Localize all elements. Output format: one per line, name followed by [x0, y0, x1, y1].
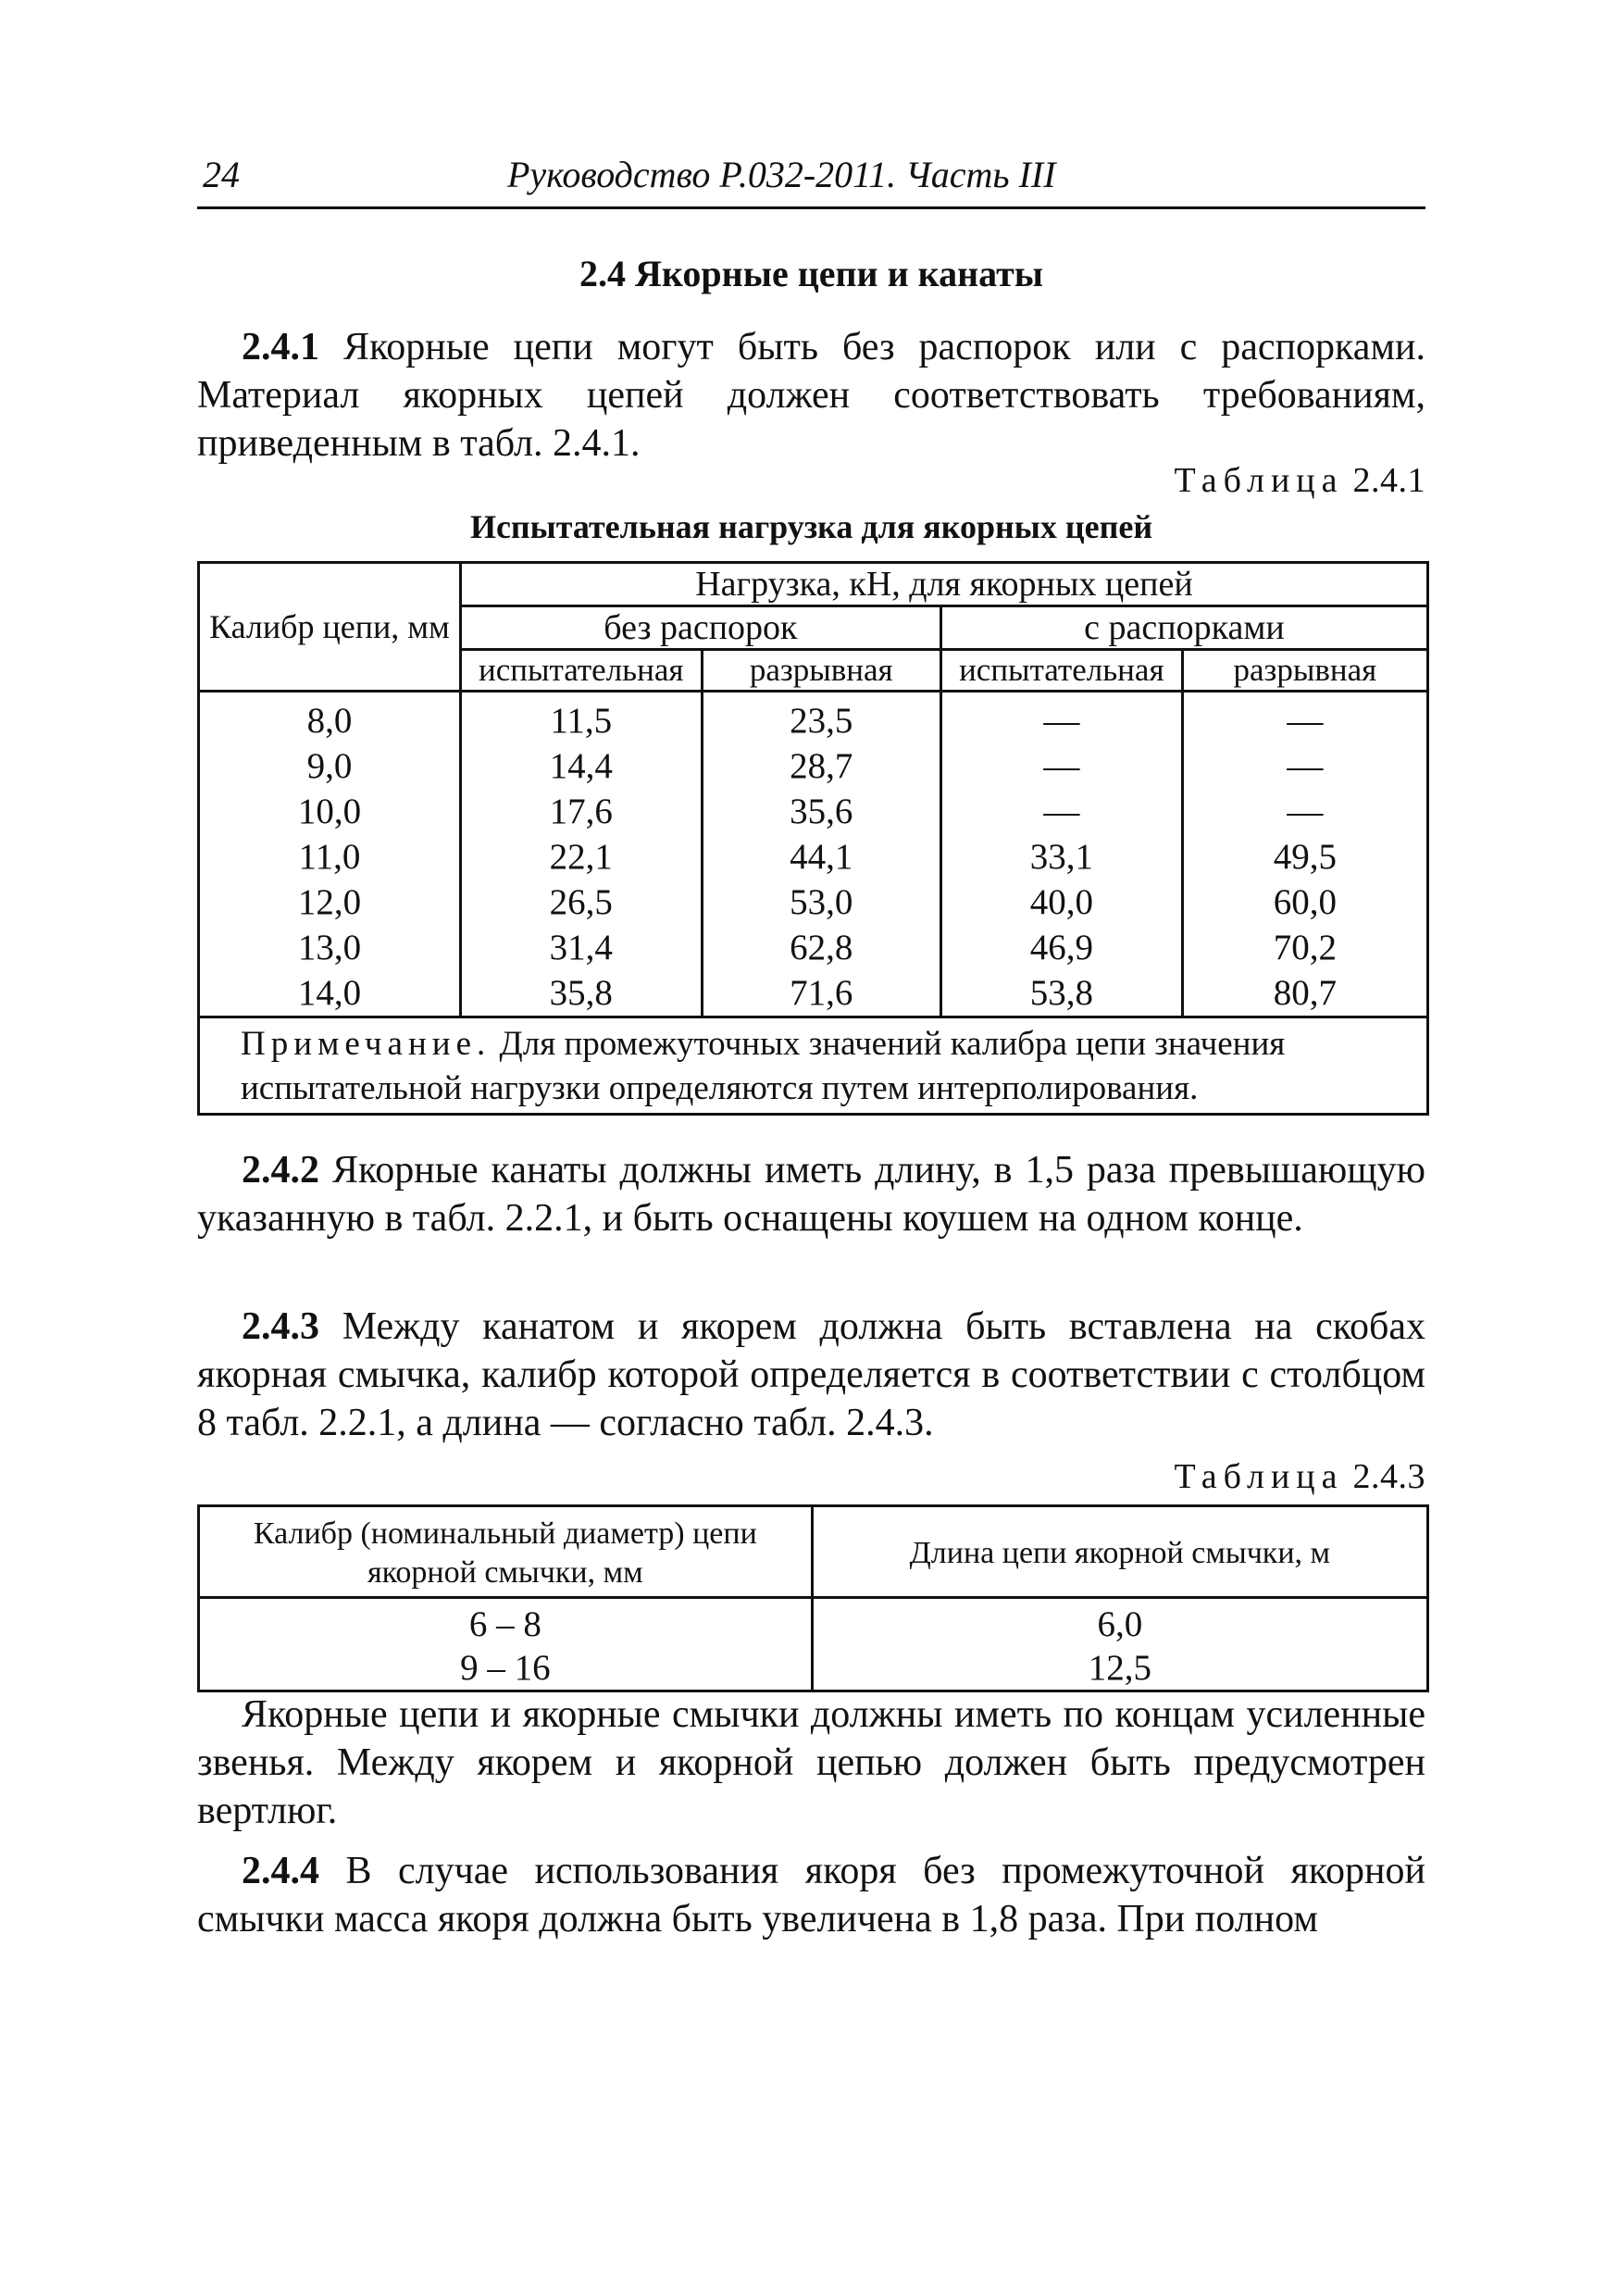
table-cell: 14,4: [460, 743, 702, 789]
column-group-load: Нагрузка, кН, для якорных цепей: [460, 563, 1427, 606]
table-cell: 17,6: [460, 789, 702, 834]
table-cell: 14,0: [199, 970, 461, 1017]
table-cell: 9,0: [199, 743, 461, 789]
table-cell: —: [940, 789, 1182, 834]
table-cell: —: [1182, 789, 1427, 834]
clause-number: 2.4.1: [242, 326, 319, 368]
table-row: [199, 925, 1428, 970]
column-header-break-with: разрывная: [1182, 650, 1427, 692]
table-cell: 26,5: [460, 880, 702, 925]
table-cell: 12,0: [199, 880, 461, 925]
clause-number: 2.4.3: [242, 1305, 319, 1348]
table-cell: 28,7: [702, 743, 940, 789]
paragraph-text: Якорные канаты должны иметь длину, в 1,5 раза превышающую указанную в табл. 2.2.1, и быть оснащены коушем на одном конце.: [197, 1149, 1426, 1240]
table-row: [199, 1598, 1428, 1647]
table-cell: 33,1: [940, 834, 1182, 880]
running-title: Руководство Р.032-2011. Часть III: [507, 154, 1056, 195]
table-cell: 23,5: [702, 692, 940, 744]
table-label-number: 2.4.1: [1352, 461, 1425, 500]
table-cell: 53,8: [940, 970, 1182, 1017]
clause-number: 2.4.2: [242, 1149, 319, 1192]
paragraph-text: Якорные цепи могут быть без распорок или с распорками. Материал якорных цепей должен соответствовать требованиям, приведенным в табл. 2.4.1.: [197, 326, 1425, 465]
table-note-row: [199, 1017, 1428, 1115]
table-cell: 31,4: [460, 925, 702, 970]
table-row: [199, 743, 1428, 789]
table-cell: 10,0: [199, 789, 461, 834]
note-label: Примечание.: [241, 1025, 492, 1063]
paragraph-swivel: Якорные цепи и якорные смычки должны иметь по концам усиленные звенья. Между якорем и якорной цепью должен быть предусмотрен вертлюг.: [197, 1693, 1425, 1832]
table-cell: 11,5: [460, 692, 702, 744]
table-cell: 12,5: [812, 1646, 1427, 1691]
table-2-4-3-label: [1174, 1456, 1425, 1497]
table-cell: 53,0: [702, 880, 940, 925]
column-header-caliber: Калибр цепи, мм: [199, 563, 461, 692]
table-cell: 44,1: [702, 834, 940, 880]
table-cell: 49,5: [1182, 834, 1427, 880]
table-cell: 71,6: [702, 970, 940, 1017]
table-row: [199, 692, 1428, 744]
table-cell: 60,0: [1182, 880, 1427, 925]
paragraph-2-4-3: [197, 1303, 1425, 1447]
paragraph-2-4-4: [197, 1847, 1425, 1943]
table-cell: 6,0: [812, 1598, 1427, 1647]
table-2-4-1-title: Испытательная нагрузка для якорных цепей: [469, 508, 1153, 545]
table-2-4-1-label: [1174, 460, 1425, 501]
table-row: [199, 789, 1428, 834]
table-cell: 35,6: [702, 789, 940, 834]
column-group-with-studs: с распорками: [940, 606, 1427, 650]
table-2-4-3: [197, 1504, 1429, 1692]
table-cell: 22,1: [460, 834, 702, 880]
paragraph-2-4-1: [197, 323, 1425, 468]
table-row: [199, 834, 1428, 880]
table-cell: —: [1182, 743, 1427, 789]
table-cell: 8,0: [199, 692, 461, 744]
table-cell: —: [940, 692, 1182, 744]
paragraph-2-4-2: [197, 1146, 1425, 1242]
column-header-test-with: испытательная: [940, 650, 1182, 692]
column-header-link-caliber: Калибр (номинальный диаметр) цепи якорной смычки, мм: [199, 1506, 813, 1598]
table-cell: —: [940, 743, 1182, 789]
table-label-number: 2.4.3: [1352, 1457, 1425, 1496]
table-row: [199, 1646, 1428, 1691]
table-row: [199, 970, 1428, 1017]
table-cell: —: [1182, 692, 1427, 744]
table-cell: 80,7: [1182, 970, 1427, 1017]
table-cell: 13,0: [199, 925, 461, 970]
column-header-break-without: разрывная: [702, 650, 940, 692]
table-cell: 9 – 16: [199, 1646, 813, 1691]
table-cell: 62,8: [702, 925, 940, 970]
table-2-4-1: [197, 561, 1429, 1116]
paragraph-text: Между канатом и якорем должна быть вставлена на скобах якорная смычка, калибр которой определяется в соответствии с столбцом 8 табл. 2.2.1, а длина — согласно табл. 2.4.3.: [197, 1305, 1426, 1444]
paragraph-text: В случае использования якоря без промежуточной якорной смычки масса якоря должна быть увеличена в 1,8 раза. При полном: [197, 1850, 1425, 1940]
table-label-word: Таблица: [1174, 1457, 1344, 1496]
page-number: 24: [203, 154, 240, 195]
column-group-without-studs: без распорок: [460, 606, 940, 650]
table-cell: 6 – 8: [199, 1598, 813, 1647]
note-text: Для промежуточных значений калибра цепи значения испытательной нагрузки определяются путем интерполирования.: [241, 1025, 1286, 1107]
table-cell: 35,8: [460, 970, 702, 1017]
table-row: [199, 880, 1428, 925]
table-cell: 11,0: [199, 834, 461, 880]
table-label-word: Таблица: [1174, 461, 1344, 500]
table-cell: 70,2: [1182, 925, 1427, 970]
column-header-link-length: Длина цепи якорной смычки, м: [812, 1506, 1427, 1598]
table-cell: 46,9: [940, 925, 1182, 970]
section-title: 2.4 Якорные цепи и канаты: [579, 253, 1043, 294]
table-cell: 40,0: [940, 880, 1182, 925]
clause-number: 2.4.4: [242, 1850, 319, 1892]
page-header: [197, 153, 1425, 209]
column-header-test-without: испытательная: [460, 650, 702, 692]
table-note: [199, 1017, 1428, 1115]
